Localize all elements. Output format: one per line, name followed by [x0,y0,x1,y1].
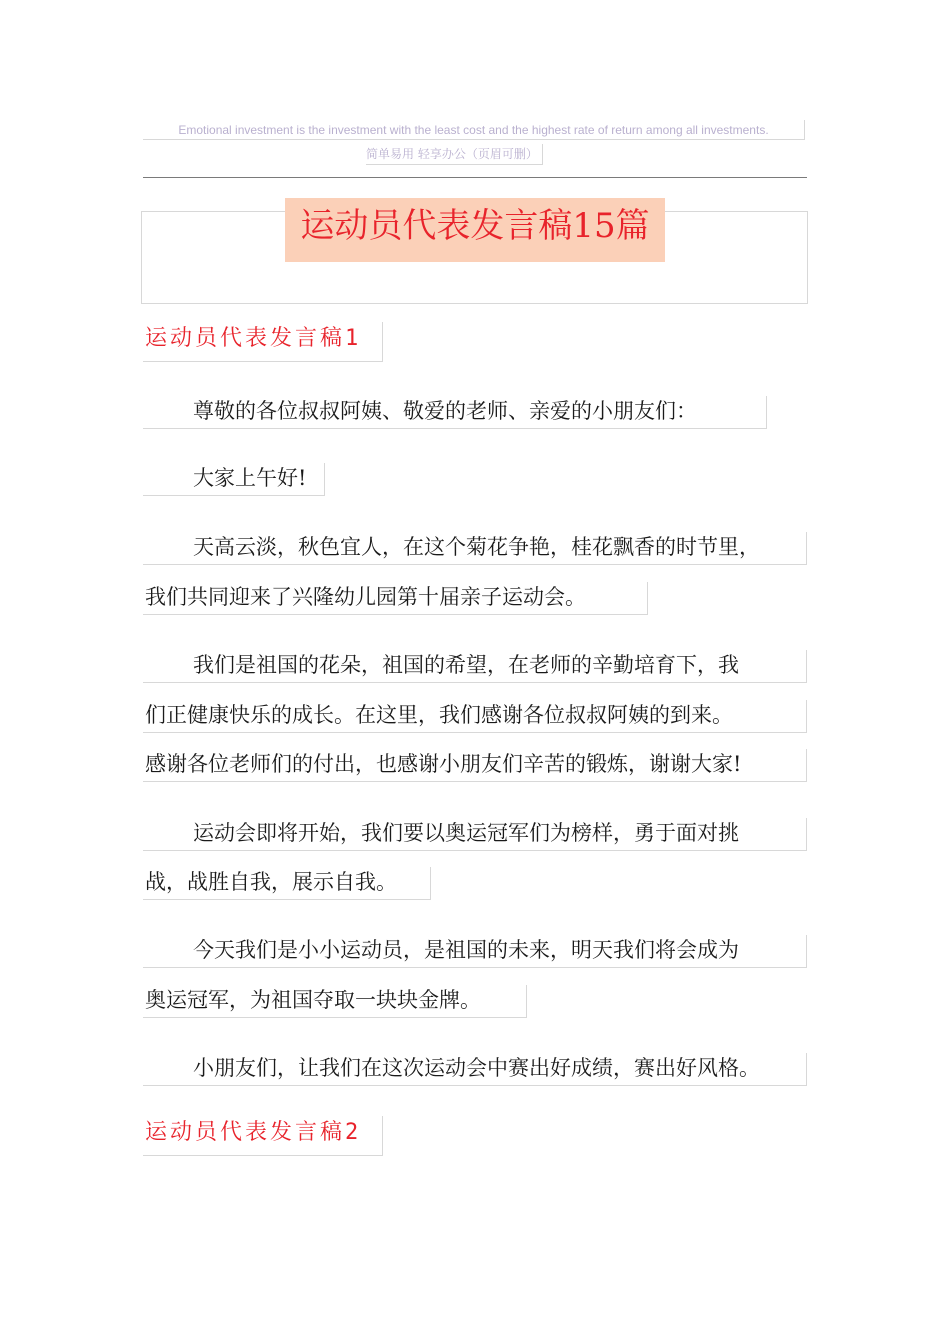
paragraph-line: 大家上午好! [143,463,325,496]
paragraph-line: 小朋友们，让我们在这次运动会中赛出好成绩，赛出好风格。 [143,1053,807,1086]
section-heading-2: 运动员代表发言稿2 [143,1116,383,1156]
paragraph-line: 尊敬的各位叔叔阿姨、敬爱的老师、亲爱的小朋友们： [143,396,767,429]
paragraph-line: 感谢各位老师们的付出，也感谢小朋友们辛苦的锻炼，谢谢大家! [143,749,807,782]
paragraph-line: 我们是祖国的花朵，祖国的希望，在老师的辛勤培育下，我 [143,650,807,683]
document-title: 运动员代表发言稿15篇 [285,198,665,262]
header-english-text: Emotional investment is the investment with the least cost and the highest rate of return among all investments. [143,120,805,140]
paragraph-line: 我们共同迎来了兴隆幼儿园第十届亲子运动会。 [143,582,648,615]
paragraph-line: 天高云淡，秋色宜人，在这个菊花争艳，桂花飘香的时节里， [143,532,807,565]
paragraph-line: 奥运冠军，为祖国夺取一块块金牌。 [143,985,527,1018]
header-divider [143,177,807,178]
paragraph-line: 今天我们是小小运动员，是祖国的未来，明天我们将会成为 [143,935,807,968]
paragraph-line: 战，战胜自我，展示自我。 [143,867,431,900]
paragraph-line: 运动会即将开始，我们要以奥运冠军们为榜样，勇于面对挑 [143,818,807,851]
section-heading-1: 运动员代表发言稿1 [143,322,383,362]
paragraph-line: 们正健康快乐的成长。在这里，我们感谢各位叔叔阿姨的到来。 [143,700,807,733]
header-chinese-text: 简单易用 轻享办公（页眉可删） [366,144,543,165]
